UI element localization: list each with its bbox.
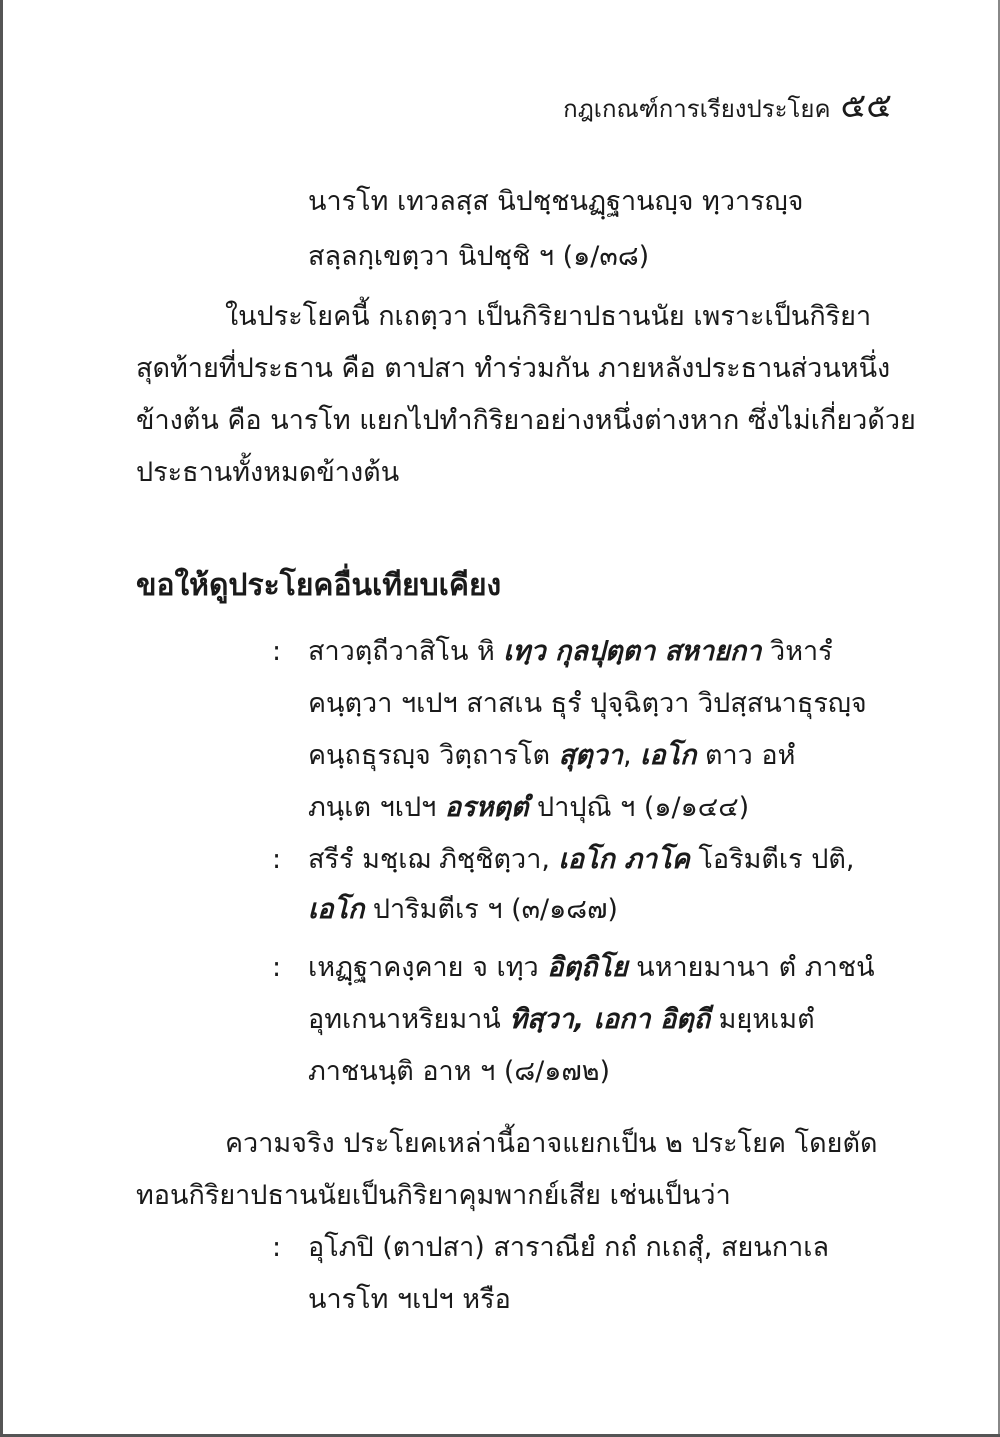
example3-line-2: [308, 1000, 815, 1040]
example2-line-1: [308, 840, 854, 880]
example1-line-4-text-a: ภนฺเต ฯเปฯ: [308, 792, 445, 823]
example3-line-1-emphasis: อิตฺถิโย: [547, 952, 628, 983]
page-number: ๕๕: [840, 86, 892, 126]
example1-line-1-text-a: สาวตฺถีวาสิโน หิ: [308, 636, 504, 667]
example4-line-1: อุโภปิ (ตาปสา) สาราณียํ กถํ กเถสุํ, สยนกาเล: [308, 1232, 830, 1263]
example1-line-3: [308, 736, 795, 776]
example1-line-4-emphasis: อรหตฺตํ: [444, 792, 529, 823]
example1-line-1-text-c: วิหารํ: [761, 636, 833, 667]
running-header: [563, 78, 892, 132]
example1-line-3-emphasis-1: สุตฺวา: [558, 740, 623, 771]
example1-line-2: คนฺตฺวา ฯเปฯ สาสเน ธุรํ ปุจฺฉิตฺวา วิปสฺสนาธุรญฺจ: [308, 688, 867, 719]
example3-line-1-text-a: เหฏฺฐาคงฺคาย จ เทฺว: [308, 952, 548, 983]
header-title: กฎเกณฑ์การเรียงประโยค: [563, 95, 831, 123]
paragraph1-line-4: ประธานทั้งหมดข้างต้น: [136, 457, 400, 488]
example3-line-2-emphasis: ทิสฺวา, เอกา อิตฺถี: [509, 1004, 711, 1035]
example1-line-1: [308, 632, 833, 672]
example1-line-3-text-e: ตาว อหํ: [696, 740, 796, 771]
section-heading: ขอให้ดูประโยคอื่นเทียบเคียง: [136, 568, 502, 603]
example2-line-2-text-c: ปาริมตีเร ฯ (๓/๑๘๗): [364, 894, 618, 925]
example4-colon: :: [272, 1232, 282, 1263]
example2-colon: :: [272, 844, 282, 875]
paragraph1-line-3: ข้างต้น คือ นารโท แยกไปทำกิริยาอย่างหนึ่งต่างหาก ซึ่งไม่เกี่ยวด้วย: [136, 405, 916, 436]
example3-line-1-text-c: นหายมานา ตํ ภาชนํ: [627, 952, 875, 983]
example1-colon: :: [272, 636, 282, 667]
paragraph2-line-2: ทอนกิริยาปธานนัยเป็นกิริยาคุมพากย์เสีย เช่นเป็นว่า: [136, 1180, 731, 1211]
example1-line-3-emphasis-2: เอโก: [640, 740, 697, 771]
paragraph1-line-1: ในประโยคนี้ กเถตฺวา เป็นกิริยาปธานนัย เพราะเป็นกิริยา: [225, 301, 872, 332]
example3-line-3: ภาชนนฺติ อาห ฯ (๘/๑๗๒): [308, 1056, 611, 1087]
example3-line-1: [308, 948, 875, 988]
verse-line-2: สลฺลกฺเขตฺวา นิปชฺชิ ฯ (๑/๓๘): [308, 241, 650, 272]
example3-line-2-text-c: มยฺหเมตํ: [710, 1004, 815, 1035]
example1-line-4-text-c: ปาปุณิ ฯ (๑/๑๔๔): [528, 792, 750, 823]
verse-line-1: นารโท เทวลสฺส นิปชฺชนฏฺฐานญฺจ ทฺวารญฺจ: [308, 186, 804, 217]
example3-colon: :: [272, 952, 282, 983]
example2-line-2-emphasis: เอโก: [308, 894, 365, 925]
example2-line-1-text-a: สรีรํ มชฺเฌ ภิชฺชิตฺวา,: [308, 844, 559, 875]
paragraph2-line-1: ความจริง ประโยคเหล่านี้อาจแยกเป็น ๒ ประโยค โดยตัด: [225, 1128, 878, 1159]
example2-line-1-text-c: โอริมตีเร ปติ,: [689, 844, 855, 875]
paragraph1-line-2: สุดท้ายที่ประธาน คือ ตาปสา ทำร่วมกัน ภายหลังประธานส่วนหนึ่ง: [136, 353, 891, 384]
page-edge-left: [0, 0, 3, 1437]
example3-line-2-text-a: อุทเกนาหริยมานํ: [308, 1004, 510, 1035]
example1-line-4: [308, 788, 749, 828]
example1-line-3-text-c: ,: [622, 740, 641, 771]
example2-line-2: [308, 890, 618, 930]
example1-line-3-text-a: คนฺถธุรญฺจ วิตฺถารโต: [308, 740, 559, 771]
example2-line-1-emphasis: เอโก ภาโค: [558, 844, 690, 875]
example1-line-1-emphasis: เทฺว กุลปุตฺตา สหายกา: [503, 636, 762, 667]
example4-line-2: นารโท ฯเปฯ หรือ: [308, 1284, 511, 1315]
